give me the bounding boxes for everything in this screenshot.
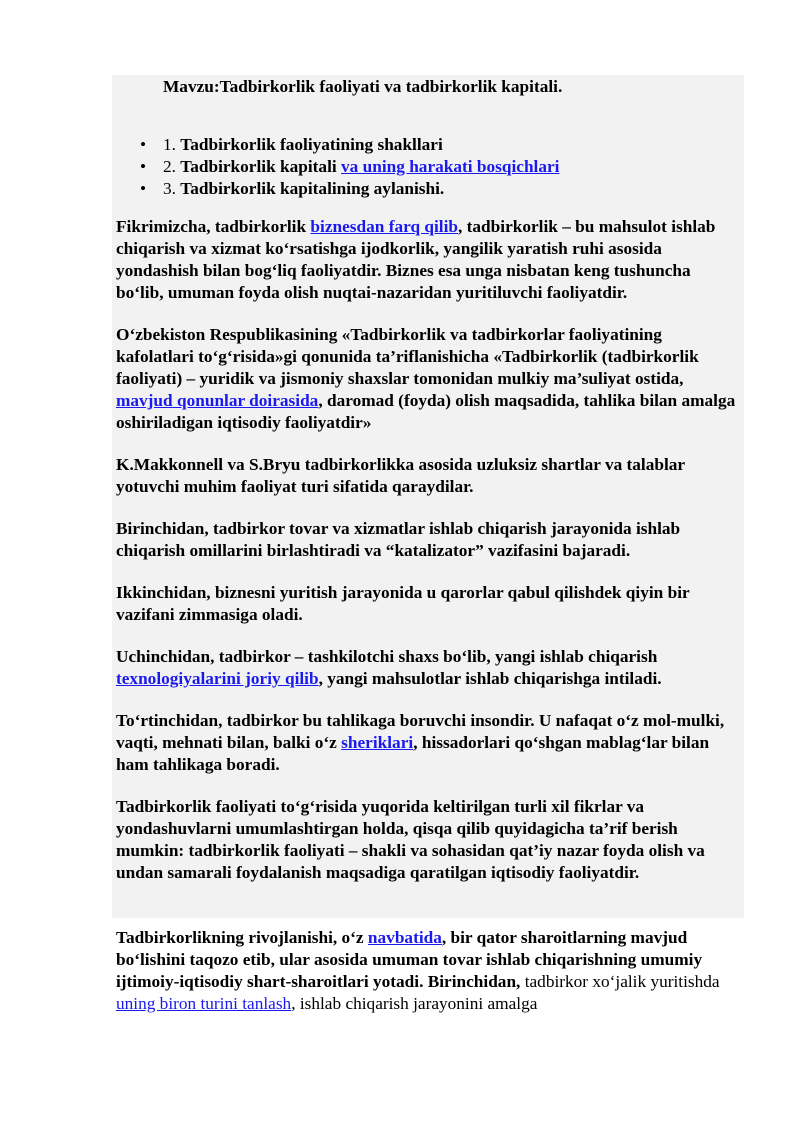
paragraph-4: Birinchidan, tadbirkor tovar va xizmatlar ishlab chiqarish jarayonida ishlab chiqarish omillarini birlashtiradi va “katalizator” vazifasini bajaradi. — [116, 519, 681, 560]
list-item-text: Tadbirkorlik kapitalining aylanishi. — [180, 179, 445, 198]
list-item: • 2. Tadbirkorlik kapitali va uning harakati bosqichlari — [140, 157, 560, 176]
bullet: • — [140, 157, 147, 176]
page-title: Mavzu:Tadbirkorlik faoliyati va tadbirkorlik kapitali. — [163, 77, 563, 96]
list-item-text: Tadbirkorlik kapitali — [180, 157, 341, 176]
paragraph-1: Fikrimizcha, tadbirkorlik biznesdan farq qilib, tadbirkorlik – bu mahsulot ishlab chiqarish va xizmat ko‘rsatishga ijodkorlik, yangilik yaratish ruhi asosida yondashish bilan bog‘liq faoliyatdir. Biznes esa unga nisbatan keng tushuncha bo‘lib, umuman foyda olish nuqtai-nazaridan yuritiluvchi faoliyatdir. — [116, 217, 716, 302]
paragraph-2: O‘zbekiston Respublikasining «Tadbirkorlik va tadbirkorlar faoliyatining kafolatlari to‘g‘risida»gi qonunida ta’riflanishicha «Tadbirkorlik (tadbirkorlik faoliyati) – yuridik va jismoniy shaxslar tomonidan mulkiy ma’suliyat ostida, mavjud qonunlar doirasida, daromad (foyda) olish maqsadida, tahlika bilan amalga oshiriladigan iqtisodiy faoliyatdir» — [116, 325, 736, 432]
list-item-link[interactable]: va uning harakati bosqichlari — [341, 157, 560, 176]
topic-list — [116, 134, 741, 200]
paragraph-8: Tadbirkorlik faoliyati to‘g‘risida yuqorida keltirilgan turli xil fikrlar va yondashuvlarni umumlashtirgan holda, qisqa qilib quyidagicha ta’rif berish mumkin: tadbirkorlik faoliyati – shakli va sohasidan qat’iy nazar foyda olish va undan samarali foydalanish maqsadiga qaratilgan iqtisodiy faoliyatdir. — [116, 797, 705, 882]
list-item-text: Tadbirkorlik faoliyatining shakllari — [180, 135, 443, 154]
paragraph-6: Uchinchidan, tadbirkor – tashkilotchi shaxs bo‘lib, yangi ishlab chiqarish texnologiyalarini joriy qilib, yangi mahsulotlar ishlab chiqarishga intiladi. — [116, 647, 662, 688]
link-sheriklari[interactable]: sheriklari — [341, 733, 414, 752]
bullet: • — [140, 135, 147, 154]
link-mavjud-qonunlar[interactable]: mavjud qonunlar doirasida — [116, 391, 319, 410]
paragraph-3: K.Makkonnell va S.Bryu tadbirkorlikka asosida uzluksiz shartlar va talablar yotuvchi muhim faoliyat turi sifatida qaraydilar. — [116, 455, 685, 496]
list-item: • 3. Tadbirkorlik kapitalining aylanishi. — [140, 179, 445, 198]
link-texnologiyalarini[interactable]: texnologiyalarini joriy qilib — [116, 669, 319, 688]
link-uning-biron-turini[interactable]: uning biron turini tanlash — [116, 994, 292, 1013]
document-body — [116, 76, 741, 1015]
link-navbatida[interactable]: navbatida — [367, 928, 442, 947]
list-item: • 1. Tadbirkorlik faoliyatining shakllari — [140, 135, 443, 154]
paragraph-5: Ikkinchidan, biznesni yuritish jarayonida u qarorlar qabul qilishdek qiyin bir vazifani zimmasiga oladi. — [116, 583, 690, 624]
bullet: • — [140, 179, 147, 198]
paragraph-7: To‘rtinchidan, tadbirkor bu tahlikaga boruvchi insondir. U nafaqat o‘z mol-mulki, vaqti, mehnati bilan, balki o‘z sheriklari, hissadorlari qo‘shgan mablag‘lar bilan ham tahlikaga boradi. — [116, 711, 725, 774]
paragraph-9: Tadbirkorlikning rivojlanishi, o‘z navbatida, bir qator sharoitlarning mavjud bo‘lishini taqozo etib, ular asosida umuman tovar ishlab chiqarishning umumiy ijtimoiy-iqtisodiy shart-sharoitlari yotadi. Birinchidan, tadbirkor xo‘jalik yuritishda uning biron turini tanlash, ishlab chiqarish jarayonini amalga — [116, 928, 720, 1013]
link-biznesdan-farq[interactable]: biznesdan farq qilib — [310, 217, 459, 236]
